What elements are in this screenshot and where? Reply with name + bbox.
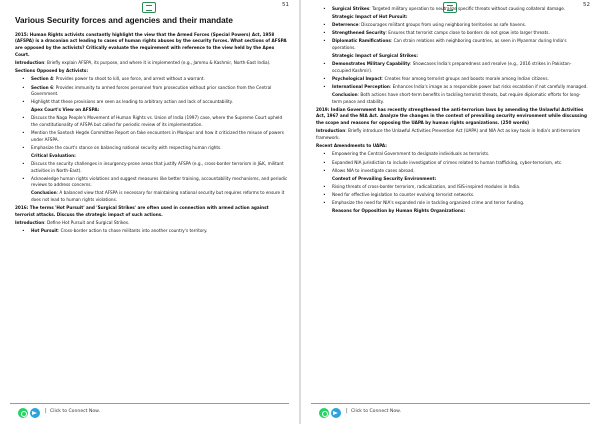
surgical-impact-list bbox=[316, 61, 590, 90]
conclusion-paragraph: Conclusion: Both actions have short-term benefits in tackling terrorist threats, but require diplomatic efforts for long-term peace and stability. bbox=[332, 91, 581, 104]
list-item: • Section 6: Provides immunity to armed forces personnel from prosecution without prior sanction from the Central Government. bbox=[15, 85, 289, 98]
page-footer bbox=[0, 400, 299, 424]
page-title: Various Security forces and agencies and their mandate bbox=[15, 16, 233, 25]
sub-heading: Critical Evaluation: bbox=[31, 152, 76, 158]
list-item: • Deterrence: Discourages militant groups from using neighboring territories as safe havens. bbox=[316, 22, 590, 29]
question-2019: 2019: Indian Government has recently strengthened the anti-terrorism laws by amending the Unlawful Activities Act, 1967 and the NIA Act. Analyze the changes in the context of prevailing security environment while discussing the scope and reasons for opposing the UAPA by human rights organizations. (250 words) bbox=[316, 106, 587, 126]
list-item: • Strengthened Security: Ensures that terrorist camps close to borders do not grow into larger threats. bbox=[316, 30, 590, 37]
list-item: • Need for effective legislation to counter evolving terrorist networks. bbox=[316, 192, 590, 199]
whatsapp-icon[interactable] bbox=[18, 408, 28, 418]
left-page bbox=[0, 0, 299, 424]
list-item: • Hot Pursuit: Cross-border action to chase militants into another country's territory. bbox=[15, 228, 289, 235]
footer-divider bbox=[10, 403, 289, 404]
amendments-list bbox=[316, 151, 590, 174]
sub-heading: Strategic Impact of Hot Pursuit: bbox=[332, 14, 408, 20]
intro-paragraph: Introduction: Briefly introduce the Unlawful Activities Prevention Act (UAPA) and NIA Act as key tools in India's anti-terrorism framework. bbox=[316, 128, 581, 140]
connect-link[interactable]: Click to Connect Now. bbox=[50, 409, 100, 414]
critical-list bbox=[15, 161, 289, 189]
list-item: • Rising threats of cross-border terrorism, radicalization, and ISIS-inspired modules in India. bbox=[316, 184, 590, 191]
list-item: • Expanded NIA jurisdiction to include investigation of crimes related to human trafficking, cyber-terrorism, etc. bbox=[316, 160, 590, 167]
conclusion-paragraph: Conclusion: A balanced view that AFSPA is necessary for maintaining national security but requires reforms to ensure it does not lead to human rights violations. bbox=[31, 190, 285, 203]
list-item: • Diplomatic Ramifications: Can strain relations with neighboring countries, as seen in Myanmar during India's operations. bbox=[316, 38, 590, 51]
footer-divider bbox=[311, 403, 590, 404]
list-item: • Discuss the security challenges in insurgency-prone areas that justify AFSPA (e.g., cross-border terrorism in J&K, militant activities in North-East). bbox=[15, 161, 289, 174]
sub-heading: Reasons for Opposition by Human Rights Organizations: bbox=[332, 207, 466, 213]
question-2016: 2016: The terms 'Hot Pursuit' and 'Surgical Strikes' are often used in connection with armed action against terrorist attacks. Discuss the strategic impact of such actions. bbox=[15, 205, 269, 217]
intro-paragraph: Introduction: Define Hot Pursuit and Surgical Strikes. bbox=[15, 220, 130, 226]
page-number: 51 bbox=[282, 2, 289, 8]
footer-separator: | bbox=[346, 408, 348, 414]
list-item: • Section 4: Provides power to shoot to kill, use force, and arrest without a warrant. bbox=[15, 76, 289, 83]
sub-heading: Apex Court's View on AFSPA: bbox=[31, 107, 100, 113]
list-item: • Psychological Impact: Creates fear among terrorist groups and boosts morale among Indian citizens. bbox=[316, 76, 590, 83]
list-item: • Discuss the Naga People's Movement of Human Rights vs. Union of India (1997) case, where the Supreme Court upheld the constitutionality of AFSPA but called for periodic review of its implementation. bbox=[15, 115, 289, 128]
page-content bbox=[15, 14, 289, 398]
list-item: • Emphasize the need for NIA's expanded role in tackling organized crime and terror funding. bbox=[316, 200, 590, 207]
list-item: • Highlight that these provisions are seen as leading to arbitrary action and lack of accountability. bbox=[15, 99, 289, 106]
whatsapp-icon[interactable] bbox=[319, 408, 329, 418]
definitions-list bbox=[316, 6, 590, 13]
hot-pursuit-impact-list bbox=[316, 22, 590, 51]
list-item: • Emphasize the court's stance on balancing national security with respecting human rights. bbox=[15, 145, 289, 152]
book-logo-icon bbox=[142, 2, 156, 13]
question-2015: 2015: Human Rights activists constantly highlight the view that the Armed Forces (Special Powers) Act, 1958 (AFSPA) is a draconian act leading to cases of human rights abuses by the security forces. What sections of AFSPA are opposed by the activists? Critically evaluate the requirement with reference to the view held by the Apex Court. bbox=[15, 31, 287, 57]
page-number: 52 bbox=[583, 2, 590, 8]
apex-list bbox=[15, 115, 289, 151]
intro-paragraph: Introduction: Briefly explain AFSPA, its purpose, and where it is implemented (e.g., Jammu & Kashmir, North-East India). bbox=[15, 60, 271, 65]
telegram-icon[interactable] bbox=[331, 408, 341, 418]
page-header bbox=[0, 0, 299, 14]
list-item: • Allows NIA to investigate cases abroad. bbox=[316, 168, 590, 175]
definitions-list bbox=[15, 228, 289, 235]
list-item: • Empowering the Central Government to designate individuals as terrorists. bbox=[316, 151, 590, 158]
footer-separator: | bbox=[45, 408, 47, 414]
page-footer bbox=[301, 400, 600, 424]
list-item: • Demonstrates Military Capability: Showcases India's preparedness and resolve (e.g., 2016 strikes in Pakistan-occupied Kashmir). bbox=[316, 61, 590, 74]
list-item: • International Perception: Enhances India's image as a responsible power but risks escalation if not carefully managed. bbox=[316, 84, 590, 91]
section-heading: Sections Opposed by Activists: bbox=[15, 68, 88, 74]
connect-link[interactable]: Click to Connect Now. bbox=[351, 409, 401, 414]
list-item: • Acknowledge human rights violations and suggest measures like better training, accountability mechanisms, and periodic reviews to address concerns. bbox=[15, 176, 289, 189]
telegram-icon[interactable] bbox=[30, 408, 40, 418]
section-heading: Recent Amendments to UAPA: bbox=[316, 143, 387, 149]
sections-list bbox=[15, 76, 289, 105]
list-item: • Mention the Santosh Hegde Committee Report on fake encounters in Manipur and how it criticized the misuse of powers under AFSPA. bbox=[15, 130, 289, 143]
context-list bbox=[316, 184, 590, 207]
right-page bbox=[301, 0, 600, 424]
list-item: • Surgical Strikes: Targeted military operation to neutralize specific threats without causing collateral damage. bbox=[316, 6, 590, 13]
page-content bbox=[316, 6, 590, 398]
sub-heading: Strategic Impact of Surgical Strikes: bbox=[332, 53, 418, 58]
sub-heading: Context of Prevailing Security Environment: bbox=[332, 175, 437, 181]
